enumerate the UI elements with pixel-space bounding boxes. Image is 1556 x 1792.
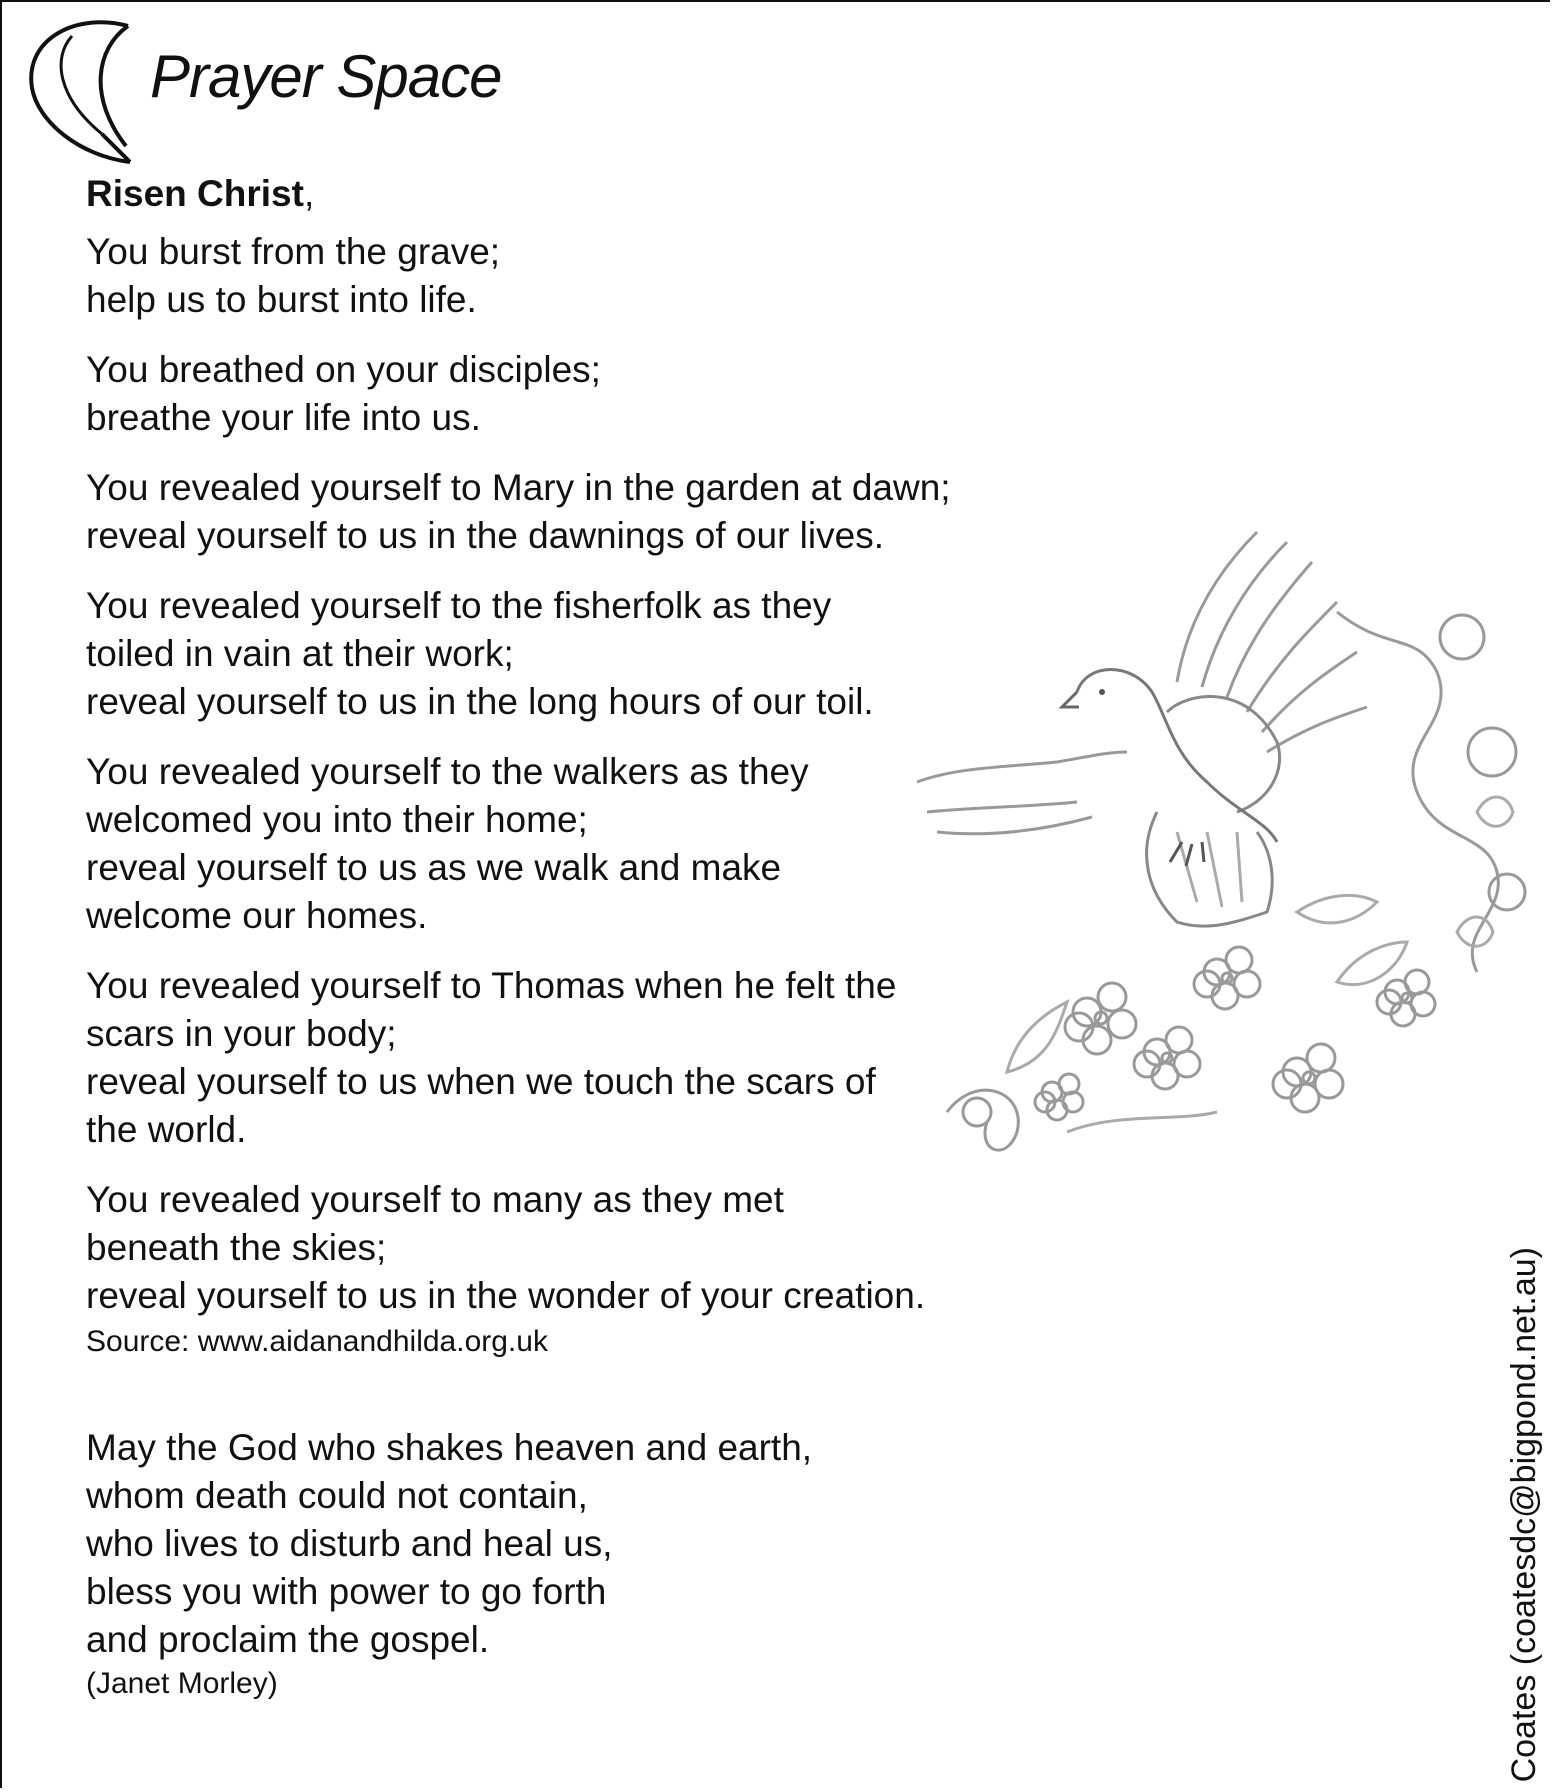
blessing-line: bless you with power to go forth bbox=[86, 1571, 607, 1612]
stanza-line: welcome our homes. bbox=[86, 895, 428, 936]
blessing-attribution: (Janet Morley) bbox=[86, 1667, 278, 1700]
blessing-line: May the God who shakes heaven and earth, bbox=[86, 1427, 813, 1468]
stanza-line: reveal yourself to us in the wonder of your creation. bbox=[86, 1275, 926, 1316]
stanza-line: You revealed yourself to Thomas when he felt the bbox=[86, 965, 897, 1006]
stanza-line: reveal yourself to us as we walk and make bbox=[86, 847, 782, 888]
stanza-line: beneath the skies; bbox=[86, 1227, 387, 1268]
stanza-line: You burst from the grave; bbox=[86, 231, 501, 272]
dove-with-flowers-icon bbox=[917, 512, 1527, 1172]
stanza-line: You revealed yourself to many as they met bbox=[86, 1179, 784, 1220]
stanza-line: help us to burst into life. bbox=[86, 279, 477, 320]
blessing-line: who lives to disturb and heal us, bbox=[86, 1523, 613, 1564]
stanza bbox=[86, 1176, 1046, 1320]
blessing-line: whom death could not contain, bbox=[86, 1475, 588, 1516]
prayer-salutation bbox=[86, 170, 1046, 218]
stanza-line: welcomed you into their home; bbox=[86, 799, 588, 840]
stanza-line: You breathed on your disciples; bbox=[86, 349, 601, 390]
prayer-body bbox=[86, 170, 1046, 1704]
blessing bbox=[86, 1424, 1046, 1704]
stanza-line: reveal yourself to us when we touch the scars of bbox=[86, 1061, 876, 1102]
stanza-line: scars in your body; bbox=[86, 1013, 397, 1054]
page-title: Prayer Space bbox=[150, 43, 502, 110]
blessing-line: and proclaim the gospel. bbox=[86, 1619, 490, 1660]
stanza bbox=[86, 962, 1046, 1154]
stanza-line: the world. bbox=[86, 1109, 247, 1150]
stanza-line: You revealed yourself to the walkers as they bbox=[86, 751, 809, 792]
leaf-icon bbox=[18, 18, 146, 168]
stanza bbox=[86, 346, 1046, 442]
stanza bbox=[86, 582, 1046, 726]
stanza-line: You revealed yourself to Mary in the garden at dawn; bbox=[86, 467, 951, 508]
stanza bbox=[86, 748, 1046, 940]
stanza bbox=[86, 464, 1046, 560]
source-citation: Source: www.aidanandhilda.org.uk bbox=[86, 1325, 548, 1358]
author-credit: Coates (coatesdc@bigpond.net.au) bbox=[1505, 1246, 1543, 1782]
stanza bbox=[86, 228, 1046, 324]
salutation-punct: , bbox=[303, 173, 315, 214]
stanza-line: reveal yourself to us in the long hours of our toil. bbox=[86, 681, 874, 722]
stanza-line: breathe your life into us. bbox=[86, 397, 481, 438]
stanza-line: You revealed yourself to the fisherfolk as they bbox=[86, 585, 832, 626]
stanza-line: reveal yourself to us in the dawnings of our lives. bbox=[86, 515, 884, 556]
stanza-line: toiled in vain at their work; bbox=[86, 633, 514, 674]
salutation-text: Risen Christ bbox=[86, 173, 304, 214]
